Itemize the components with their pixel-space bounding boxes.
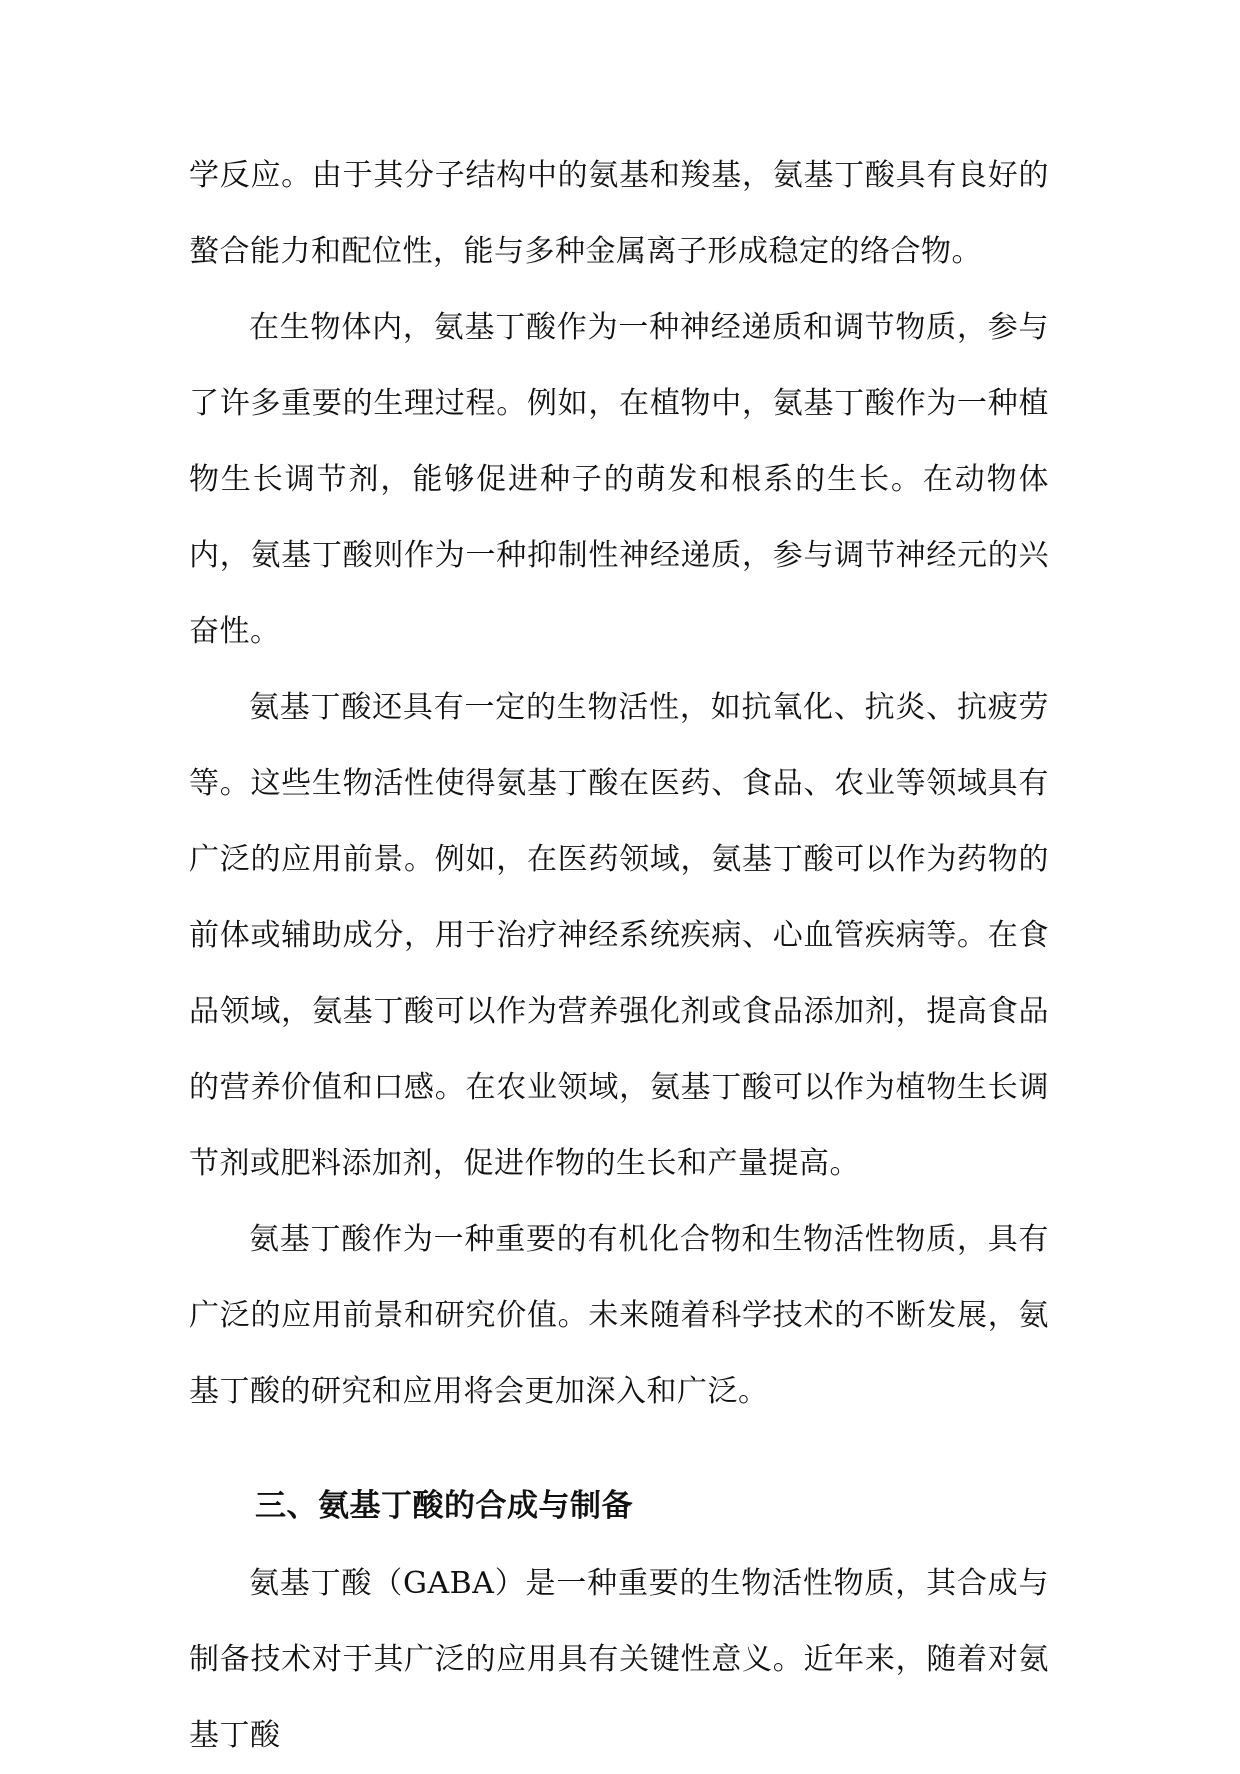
paragraph-4: 氨基丁酸作为一种重要的有机化合物和生物活性物质，具有广泛的应用前景和研究价值。未来随着科学技术的不断发展，氨基丁酸的研究和应用将会更加深入和广泛。 — [189, 1222, 1049, 1409]
paragraph-1: 学反应。由于其分子结构中的氨基和羧基，氨基丁酸具有良好的螯合能力和配位性，能与多种金属离子形成稳定的络合物。 — [189, 158, 1049, 269]
paragraph-2: 在生物体内，氨基丁酸作为一种神经递质和调节物质，参与了许多重要的生理过程。例如，在植物中，氨基丁酸作为一种植物生长调节剂，能够促进种子的萌发和根系的生长。在动物体内，氨基丁酸则作为一种抑制性神经递质，参与调节神经元的兴奋性。 — [189, 310, 1049, 649]
document-body — [189, 138, 1049, 1774]
paragraph-5: 氨基丁酸（GABA）是一种重要的生物活性物质，其合成与制备技术对于其广泛的应用具有关键性意义。近年来，随着对氨基丁酸 — [189, 1566, 1049, 1753]
paragraph-3: 氨基丁酸还具有一定的生物活性，如抗氧化、抗炎、抗疲劳等。这些生物活性使得氨基丁酸在医药、食品、农业等领域具有广泛的应用前景。例如，在医药领域，氨基丁酸可以作为药物的前体或辅助成分，用于治疗神经系统疾病、心血管疾病等。在食品领域，氨基丁酸可以作为营养强化剂或食品添加剂，提高食品的营养价值和口感。在农业领域，氨基丁酸可以作为植物生长调节剂或肥料添加剂，促进作物的生长和产量提高。 — [189, 690, 1049, 1181]
section-heading: 三、氨基丁酸的合成与制备 — [255, 1488, 633, 1524]
